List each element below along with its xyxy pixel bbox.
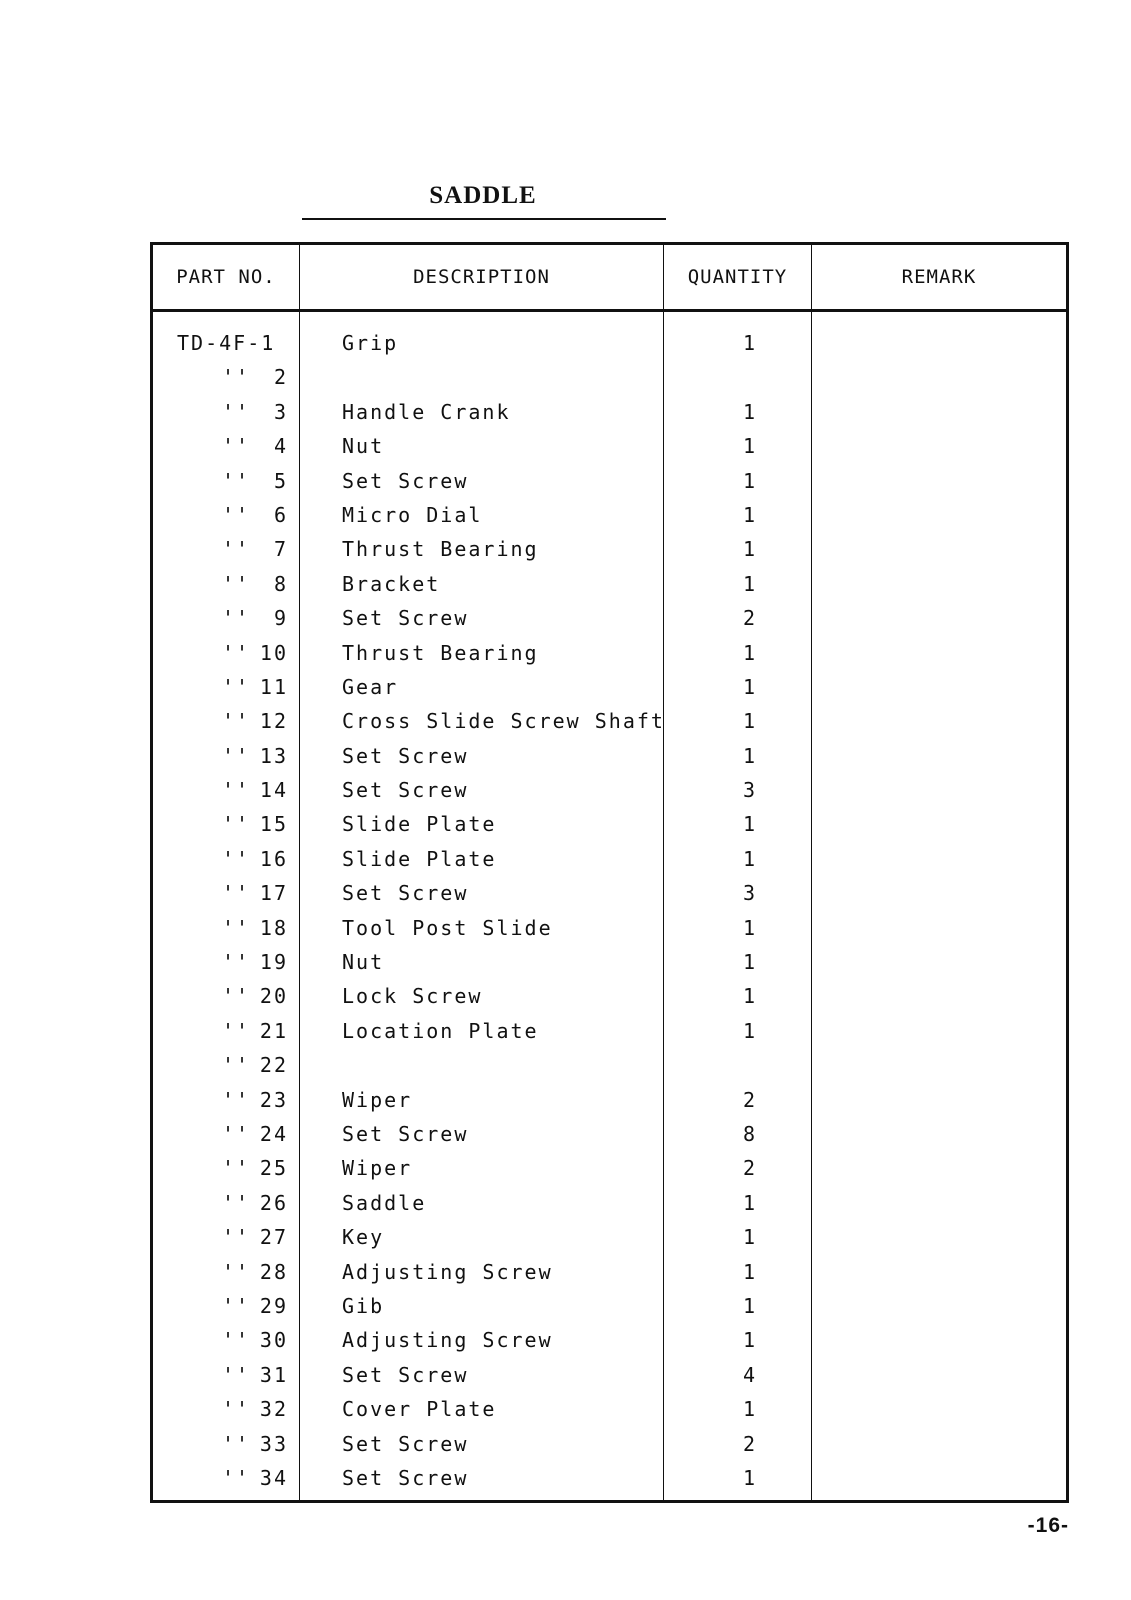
part-quantity: 4 [742,1362,758,1387]
table-row [0,1188,1131,1222]
part-number: 3 [273,399,288,424]
ditto-mark: '' [222,1259,251,1284]
part-quantity: 1 [742,1397,758,1422]
part-number: 11 [259,674,288,699]
part-number: 10 [259,640,288,665]
table-row [0,1119,1131,1153]
part-number: 2 [273,365,288,390]
part-number: 31 [259,1362,288,1387]
part-quantity: 2 [742,1431,758,1456]
part-number: 25 [259,1156,288,1181]
table-row [0,1222,1131,1256]
table-row [0,638,1131,672]
part-description: Set Screw [342,606,469,631]
part-quantity: 1 [742,468,758,493]
ditto-mark: '' [222,365,251,390]
part-number: 4 [273,434,288,459]
part-description: Handle Crank [342,399,511,424]
table-row [0,328,1131,362]
ditto-mark: '' [222,640,251,665]
ditto-mark: '' [222,812,251,837]
table-row [0,1257,1131,1291]
part-quantity: 1 [742,709,758,734]
table-row [0,431,1131,465]
part-description: Nut [342,434,385,459]
table-row [0,706,1131,740]
part-number: 23 [259,1087,288,1112]
ditto-mark: '' [222,1156,251,1181]
part-description: Cross Slide Screw Shaft [342,709,665,734]
part-description: Slide Plate [342,846,497,871]
table-row [0,362,1131,396]
ditto-mark: '' [222,1018,251,1043]
part-description: Set Screw [342,1121,469,1146]
ditto-mark: '' [222,1362,251,1387]
part-quantity: 2 [742,1087,758,1112]
part-number: 32 [259,1397,288,1422]
table-row [0,1050,1131,1084]
part-quantity: 1 [742,537,758,562]
table-row [0,672,1131,706]
table-row [0,1016,1131,1050]
header-divider [150,309,1069,312]
part-quantity: 1 [742,502,758,527]
ditto-mark: '' [222,743,251,768]
part-quantity: 1 [742,1328,758,1353]
part-description: Set Screw [342,1431,469,1456]
part-description: Nut [342,950,385,975]
part-description: Thrust Bearing [342,640,539,665]
table-row [0,844,1131,878]
part-description: Set Screw [342,468,469,493]
part-number: 20 [259,984,288,1009]
part-description: Cover Plate [342,1397,497,1422]
part-number: 14 [259,778,288,803]
part-quantity: 1 [742,846,758,871]
ditto-mark: '' [222,778,251,803]
part-quantity: 3 [742,778,758,803]
part-number: 24 [259,1121,288,1146]
header-part-no: PART NO. [176,266,276,288]
header-quantity: QUANTITY [687,266,788,288]
part-number: 13 [259,743,288,768]
part-description: Saddle [342,1190,427,1215]
part-quantity: 1 [742,640,758,665]
table-row [0,1360,1131,1394]
part-description: Slide Plate [342,812,497,837]
part-quantity: 2 [742,1156,758,1181]
table-row [0,1153,1131,1187]
table-row [0,1291,1131,1325]
ditto-mark: '' [222,984,251,1009]
part-quantity: 1 [742,571,758,596]
part-quantity: 1 [742,812,758,837]
table-row [0,809,1131,843]
part-number: 15 [259,812,288,837]
table-row [0,913,1131,947]
part-description: Tool Post Slide [342,915,553,940]
ditto-mark: '' [222,1053,251,1078]
table-row [0,1463,1131,1497]
ditto-mark: '' [222,434,251,459]
part-number: 8 [273,571,288,596]
ditto-mark: '' [222,606,251,631]
part-quantity: 1 [742,399,758,424]
part-description: Adjusting Screw [342,1328,553,1353]
ditto-mark: '' [222,881,251,906]
part-description: Micro Dial [342,502,483,527]
part-number: 9 [273,606,288,631]
ditto-mark: '' [222,537,251,562]
ditto-mark: '' [222,571,251,596]
part-description: Location Plate [342,1018,539,1043]
table-row [0,569,1131,603]
part-quantity: 1 [742,1018,758,1043]
part-number: 26 [259,1190,288,1215]
part-quantity: 2 [742,606,758,631]
ditto-mark: '' [222,1397,251,1422]
table-row [0,775,1131,809]
part-number: 7 [273,537,288,562]
ditto-mark: '' [222,846,251,871]
part-description: Set Screw [342,881,469,906]
part-number: 22 [259,1053,288,1078]
table-row [0,534,1131,568]
part-quantity: 3 [742,881,758,906]
table-row [0,741,1131,775]
part-description: Gib [342,1293,385,1318]
table-row [0,1325,1131,1359]
part-number: TD-4F-1 [177,331,276,355]
ditto-mark: '' [222,1225,251,1250]
ditto-mark: '' [222,399,251,424]
part-quantity: 1 [742,915,758,940]
ditto-mark: '' [222,468,251,493]
ditto-mark: '' [222,1190,251,1215]
part-number: 30 [259,1328,288,1353]
part-quantity: 1 [742,1259,758,1284]
table-row [0,981,1131,1015]
part-description: Adjusting Screw [342,1259,553,1284]
part-description: Grip [342,331,399,355]
part-number: 27 [259,1225,288,1250]
header-remark: REMARK [901,266,977,288]
ditto-mark: '' [222,674,251,699]
part-description: Set Screw [342,743,469,768]
part-description: Wiper [342,1087,413,1112]
table-row [0,947,1131,981]
ditto-mark: '' [222,1087,251,1112]
part-description: Set Screw [342,1362,469,1387]
part-number: 29 [259,1293,288,1318]
table-row [0,1394,1131,1428]
table-row [0,397,1131,431]
ditto-mark: '' [222,1465,251,1490]
parts-list [0,328,1131,1497]
ditto-mark: '' [222,502,251,527]
part-number: 34 [259,1465,288,1490]
table-row [0,500,1131,534]
part-quantity: 1 [742,1225,758,1250]
part-description: Gear [342,674,399,699]
part-quantity: 1 [742,984,758,1009]
part-description: Set Screw [342,1465,469,1490]
ditto-mark: '' [222,915,251,940]
part-description: Lock Screw [342,984,483,1009]
part-quantity: 1 [742,434,758,459]
table-row [0,1085,1131,1119]
part-number: 28 [259,1259,288,1284]
part-number: 16 [259,846,288,871]
ditto-mark: '' [222,1121,251,1146]
table-row [0,1429,1131,1463]
ditto-mark: '' [222,1328,251,1353]
table-row [0,603,1131,637]
ditto-mark: '' [222,1293,251,1318]
part-number: 12 [259,709,288,734]
page-title: SADDLE [429,182,537,209]
part-description: Key [342,1225,385,1250]
header-description: DESCRIPTION [413,266,550,288]
part-quantity: 1 [742,674,758,699]
part-number: 5 [273,468,288,493]
part-number: 6 [273,502,288,527]
page-number: -16- [1027,1514,1069,1537]
part-number: 33 [259,1431,288,1456]
part-quantity: 8 [742,1121,758,1146]
part-description: Wiper [342,1156,413,1181]
table-row [0,878,1131,912]
part-number: 19 [259,950,288,975]
part-description: Thrust Bearing [342,537,539,562]
part-quantity: 1 [742,331,758,355]
part-quantity: 1 [742,1293,758,1318]
ditto-mark: '' [222,950,251,975]
part-quantity: 1 [742,743,758,768]
part-number: 21 [259,1018,288,1043]
part-number: 18 [259,915,288,940]
part-quantity: 1 [742,1465,758,1490]
title-underline [302,218,666,220]
ditto-mark: '' [222,709,251,734]
part-description: Set Screw [342,778,469,803]
part-number: 17 [259,881,288,906]
ditto-mark: '' [222,1431,251,1456]
part-quantity: 1 [742,1190,758,1215]
table-row [0,466,1131,500]
part-description: Bracket [342,571,441,596]
part-quantity: 1 [742,950,758,975]
